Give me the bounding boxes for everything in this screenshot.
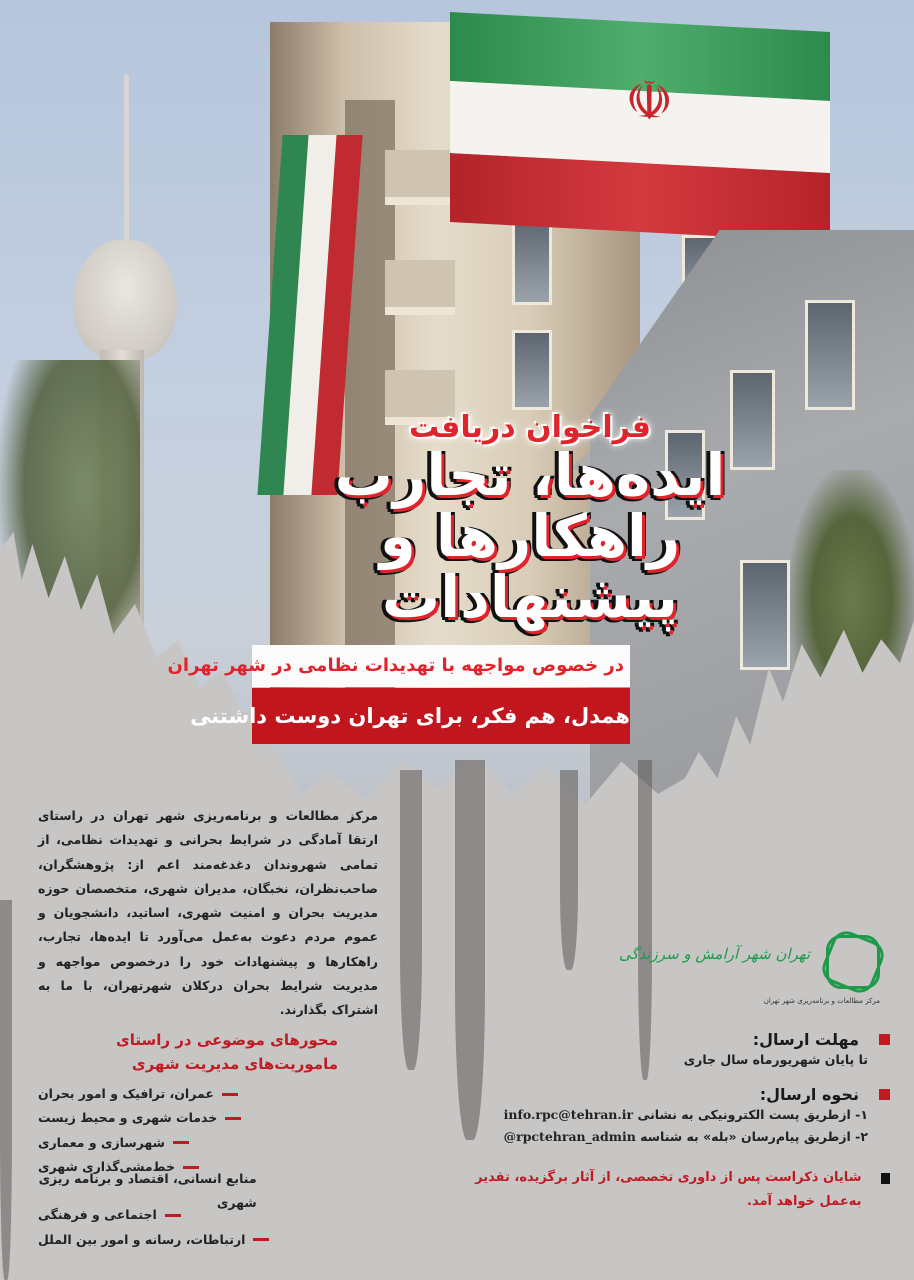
headline-kicker: فراخوان دریافت xyxy=(409,410,651,445)
logos xyxy=(618,935,880,1005)
square-bullet-icon xyxy=(879,1089,890,1100)
window xyxy=(805,300,855,410)
paint-drip xyxy=(0,900,12,1280)
topic-item: خدمات شهری و محیط زیست xyxy=(38,1106,278,1130)
slogan-calligraphy: تهران شهر آرامش و سرزندگی xyxy=(618,945,810,963)
topic-item: خط‌مشی‌گذاری شهری xyxy=(38,1155,278,1179)
topic-item: عمران، ترافیک و امور بحران xyxy=(38,1082,278,1106)
paint-drip xyxy=(560,770,578,970)
submission-method-bale: ۲- ازطریق پیام‌رسان «بله» به شناسه @rpctehran_admin xyxy=(503,1129,868,1144)
tehran-municipality-logo-icon xyxy=(826,935,880,989)
submission-method-email: ۱- ازطریق پست الکترونیکی به نشانی info.rpc@tehran.ir xyxy=(503,1107,868,1122)
dash-bullet-icon xyxy=(165,1214,181,1217)
topic-item: ارتباطات، رسانه و امور بین الملل xyxy=(38,1228,278,1252)
deadline-value: تا پایان شهریورماه سال جاری xyxy=(683,1052,868,1067)
topics-list xyxy=(38,1082,278,1252)
window xyxy=(512,215,552,305)
headline-title-line2: راهکارها و پیشنهادات xyxy=(379,501,681,631)
square-bullet-icon xyxy=(881,1173,890,1184)
balcony xyxy=(385,150,455,205)
dash-bullet-icon xyxy=(173,1141,189,1144)
headline-block xyxy=(250,410,810,631)
headline-title-line1: ایده‌ها، تجارب xyxy=(334,441,726,509)
deadline-heading: مهلت ارسال: xyxy=(470,1030,890,1049)
submission-info xyxy=(470,1030,890,1214)
iran-flag xyxy=(450,12,830,242)
intro-paragraph: مرکز مطالعات و برنامه‌ریزی شهر تهران در راستای ارتقا آمادگی در شرایط بحرانی و تهدیدات نظامی، از تمامی شهروندان دغدغه‌مند اعم از: پژوهشگران، صاحب‌نظران، نخبگان، مدیران شهری، متخصصان حوزه مدیریت بحران و امنیت شهری، اساتید، دانشجویان و عموم مردم دعوت به‌عمل می‌آورد تا ایده‌ها، تجارب، راهکارها و پیشنهادات خود را درخصوص مواجهه و مدیریت شرایط بحران درکلان شهرتهران، با ما به اشتراک بگذارند. xyxy=(38,808,378,1018)
submission-heading: نحوه ارسال: xyxy=(470,1085,890,1104)
headline-slogan: همدل، هم فکر، برای تهران دوست داشتنی xyxy=(252,688,630,744)
email-link[interactable]: info.rpc@tehran.ir xyxy=(503,1107,634,1122)
balcony xyxy=(385,260,455,315)
award-note: شایان ذکراست پس از داوری تخصصی، از آثار برگزیده، تقدیر به‌عمل خواهد آمد. xyxy=(470,1166,890,1214)
flag-emblem-icon: ☫ xyxy=(625,68,674,135)
logo-caption: مرکز مطالعات و برنامه‌ریزی شهر تهران xyxy=(763,997,880,1005)
paint-drip xyxy=(400,770,422,1070)
window xyxy=(512,330,552,410)
bale-id-link[interactable]: @rpctehran_admin xyxy=(503,1129,636,1144)
dash-bullet-icon xyxy=(253,1238,269,1241)
topic-item: منابع انسانی، اقتصاد و برنامه ریزی شهری xyxy=(38,1171,257,1211)
topic-item: شهرسازی و معماری xyxy=(38,1131,278,1155)
milad-tower-head xyxy=(73,240,177,360)
topic-item: اجتماعی و فرهنگی xyxy=(38,1203,278,1227)
dash-bullet-icon xyxy=(222,1093,238,1096)
headline-subtitle: در خصوص مواجهه با تهدیدات نظامی در شهر تهران xyxy=(252,645,630,687)
square-bullet-icon xyxy=(879,1034,890,1045)
dash-bullet-icon xyxy=(225,1117,241,1120)
topics-title: محورهای موضوعی در راستای ماموریت‌های مدیریت شهری xyxy=(116,1031,338,1073)
